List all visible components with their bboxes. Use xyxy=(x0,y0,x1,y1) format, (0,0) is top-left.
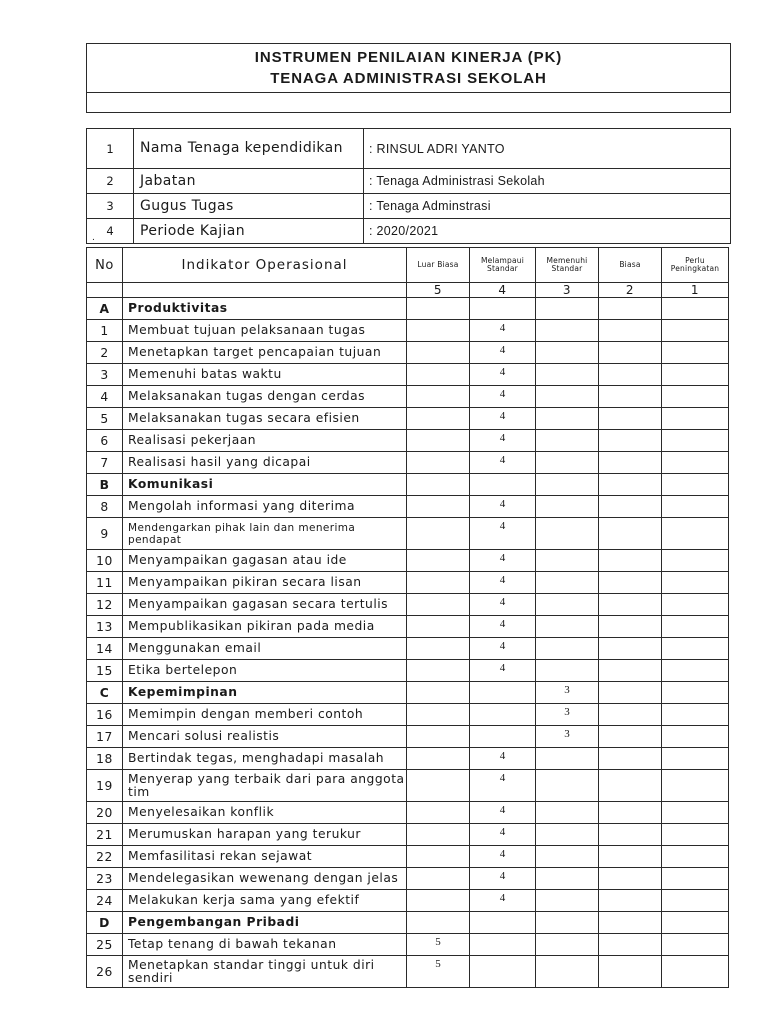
row-number: 15 xyxy=(87,660,123,682)
empty-score-cell xyxy=(470,704,536,726)
score-cell: 4 xyxy=(470,572,536,594)
empty-score-cell xyxy=(662,408,729,430)
empty-score-cell xyxy=(407,890,470,912)
identity-label: Gugus Tugas xyxy=(134,194,364,219)
rating-number: 2 xyxy=(599,283,662,298)
row-number: 10 xyxy=(87,550,123,572)
empty-score-cell xyxy=(536,298,599,320)
empty-score-cell xyxy=(662,572,729,594)
section-title: Pengembangan Pribadi xyxy=(123,912,407,934)
empty-score-cell xyxy=(407,824,470,846)
empty-score-cell xyxy=(407,846,470,868)
row-number: 7 xyxy=(87,452,123,474)
table-row xyxy=(87,846,729,868)
score-cell: 4 xyxy=(470,320,536,342)
empty-score-cell xyxy=(662,518,729,550)
row-number: 8 xyxy=(87,496,123,518)
empty-score-cell xyxy=(407,704,470,726)
section-letter: A xyxy=(87,298,123,320)
empty-score-cell xyxy=(407,726,470,748)
empty-score-cell xyxy=(662,912,729,934)
empty-score-cell xyxy=(599,298,662,320)
empty-score-cell xyxy=(599,452,662,474)
empty-score-cell xyxy=(536,320,599,342)
empty-score-cell xyxy=(470,956,536,988)
empty-score-cell xyxy=(599,518,662,550)
empty-score-cell xyxy=(407,770,470,802)
table-row xyxy=(87,956,729,988)
empty-score-cell xyxy=(662,726,729,748)
empty-score-cell xyxy=(599,868,662,890)
section-row xyxy=(87,298,729,320)
column-header-no: No xyxy=(87,248,123,283)
empty-score-cell xyxy=(662,956,729,988)
empty-score-cell xyxy=(599,320,662,342)
empty-score-cell xyxy=(599,342,662,364)
assessment-table xyxy=(86,247,729,988)
score-cell: 4 xyxy=(470,430,536,452)
indicator-text: Mendelegasikan wewenang dengan jelas xyxy=(123,868,407,890)
section-title: Komunikasi xyxy=(123,474,407,496)
score-cell: 4 xyxy=(470,594,536,616)
score-cell: 4 xyxy=(470,846,536,868)
section-title: Kepemimpinan xyxy=(123,682,407,704)
identity-value: : 2020/2021 xyxy=(364,219,731,244)
row-number: 14 xyxy=(87,638,123,660)
empty-score-cell xyxy=(662,890,729,912)
rating-number: 4 xyxy=(470,283,536,298)
identity-row xyxy=(87,169,731,194)
empty-score-cell xyxy=(536,518,599,550)
table-row xyxy=(87,342,729,364)
indicator-text: Mempublikasikan pikiran pada media xyxy=(123,616,407,638)
empty-score-cell xyxy=(662,660,729,682)
document-title xyxy=(87,44,731,93)
score-cell: 4 xyxy=(470,386,536,408)
row-number: 1 xyxy=(87,320,123,342)
empty-score-cell xyxy=(536,824,599,846)
empty-score-cell xyxy=(407,912,470,934)
empty-score-cell xyxy=(662,496,729,518)
table-row xyxy=(87,748,729,770)
empty-score-cell xyxy=(599,616,662,638)
identity-no: 4 xyxy=(87,219,134,244)
identity-value: : Tenaga Adminstrasi xyxy=(364,194,731,219)
empty-score-cell xyxy=(407,748,470,770)
table-row xyxy=(87,802,729,824)
empty-score-cell xyxy=(599,660,662,682)
score-cell: 4 xyxy=(470,452,536,474)
row-number: 20 xyxy=(87,802,123,824)
empty-score-cell xyxy=(662,342,729,364)
empty-score-cell xyxy=(536,846,599,868)
empty-score-cell xyxy=(662,802,729,824)
rating-number: 5 xyxy=(407,283,470,298)
empty-score-cell xyxy=(536,638,599,660)
row-number: 3 xyxy=(87,364,123,386)
table-row xyxy=(87,726,729,748)
empty-score-cell xyxy=(407,594,470,616)
empty-score-cell xyxy=(599,572,662,594)
score-cell: 4 xyxy=(470,890,536,912)
empty-score-cell xyxy=(536,364,599,386)
empty-score-cell xyxy=(662,616,729,638)
empty-score-cell xyxy=(407,682,470,704)
empty-score-cell xyxy=(662,430,729,452)
empty-score-cell xyxy=(599,386,662,408)
empty-score-cell xyxy=(407,660,470,682)
row-number: 2 xyxy=(87,342,123,364)
score-cell: 4 xyxy=(470,638,536,660)
score-cell: 4 xyxy=(470,824,536,846)
table-row xyxy=(87,496,729,518)
empty-cell xyxy=(87,283,123,298)
empty-score-cell xyxy=(470,298,536,320)
identity-row xyxy=(87,194,731,219)
empty-score-cell xyxy=(407,616,470,638)
empty-score-cell xyxy=(662,824,729,846)
empty-score-cell xyxy=(470,474,536,496)
indicator-text: Melaksanakan tugas dengan cerdas xyxy=(123,386,407,408)
empty-score-cell xyxy=(470,912,536,934)
empty-score-cell xyxy=(599,550,662,572)
empty-score-cell xyxy=(407,802,470,824)
indicator-text: Menyerap yang terbaik dari para anggota tim xyxy=(123,770,407,802)
empty-score-cell xyxy=(407,572,470,594)
empty-score-cell xyxy=(662,682,729,704)
spacer-row xyxy=(87,113,731,129)
indicator-text: Realisasi pekerjaan xyxy=(123,430,407,452)
empty-score-cell xyxy=(407,386,470,408)
row-number: 6 xyxy=(87,430,123,452)
blank-row xyxy=(87,93,731,113)
indicator-text: Menetapkan standar tinggi untuk diri sendiri xyxy=(123,956,407,988)
empty-score-cell xyxy=(470,934,536,956)
empty-score-cell xyxy=(599,824,662,846)
rating-number: 3 xyxy=(536,283,599,298)
empty-score-cell xyxy=(470,726,536,748)
empty-score-cell xyxy=(536,934,599,956)
indicator-text: Menyampaikan gagasan secara tertulis xyxy=(123,594,407,616)
indicator-text: Melakukan kerja sama yang efektif xyxy=(123,890,407,912)
identity-value: : RINSUL ADRI YANTO xyxy=(364,129,731,169)
empty-score-cell xyxy=(536,616,599,638)
table-row xyxy=(87,868,729,890)
score-cell: 4 xyxy=(470,660,536,682)
empty-score-cell xyxy=(407,320,470,342)
empty-score-cell xyxy=(599,408,662,430)
empty-score-cell xyxy=(536,342,599,364)
rating-number: 1 xyxy=(662,283,729,298)
table-row xyxy=(87,572,729,594)
table-row xyxy=(87,704,729,726)
empty-score-cell xyxy=(662,594,729,616)
empty-score-cell xyxy=(599,430,662,452)
table-row xyxy=(87,452,729,474)
empty-score-cell xyxy=(599,770,662,802)
empty-score-cell xyxy=(536,868,599,890)
indicator-text: Memfasilitasi rekan sejawat xyxy=(123,846,407,868)
indicator-text: Menyampaikan gagasan atau ide xyxy=(123,550,407,572)
section-letter: B xyxy=(87,474,123,496)
row-number: 9 xyxy=(87,518,123,550)
identity-row xyxy=(87,129,731,169)
score-cell: 4 xyxy=(470,364,536,386)
table-row xyxy=(87,364,729,386)
empty-cell xyxy=(123,283,407,298)
empty-score-cell xyxy=(407,298,470,320)
empty-score-cell xyxy=(536,386,599,408)
indicator-text: Mengolah informasi yang diterima xyxy=(123,496,407,518)
empty-score-cell xyxy=(599,682,662,704)
indicator-text: Tetap tenang di bawah tekanan xyxy=(123,934,407,956)
section-letter: C xyxy=(87,682,123,704)
empty-score-cell xyxy=(536,956,599,988)
identity-label: Periode Kajian xyxy=(134,219,364,244)
table-row xyxy=(87,770,729,802)
empty-score-cell xyxy=(599,594,662,616)
row-number: 4 xyxy=(87,386,123,408)
empty-score-cell xyxy=(407,496,470,518)
empty-score-cell xyxy=(599,890,662,912)
indicator-text: Menggunakan email xyxy=(123,638,407,660)
indicator-text: Merumuskan harapan yang terukur xyxy=(123,824,407,846)
indicator-text: Membuat tujuan pelaksanaan tugas xyxy=(123,320,407,342)
row-number: 18 xyxy=(87,748,123,770)
row-number: 25 xyxy=(87,934,123,956)
table-row xyxy=(87,660,729,682)
section-letter: D xyxy=(87,912,123,934)
row-number: 16 xyxy=(87,704,123,726)
rating-label: Perlu Peningkatan xyxy=(662,248,729,283)
rating-label: Melampaui Standar xyxy=(470,248,536,283)
empty-score-cell xyxy=(536,802,599,824)
empty-score-cell xyxy=(599,364,662,386)
empty-score-cell xyxy=(599,474,662,496)
empty-score-cell xyxy=(407,474,470,496)
score-cell: 4 xyxy=(470,868,536,890)
empty-score-cell xyxy=(536,912,599,934)
empty-score-cell xyxy=(536,770,599,802)
score-cell: 4 xyxy=(470,518,536,550)
empty-score-cell xyxy=(662,550,729,572)
empty-score-cell xyxy=(662,770,729,802)
empty-score-cell xyxy=(599,956,662,988)
empty-score-cell xyxy=(662,364,729,386)
table-row xyxy=(87,934,729,956)
rating-label: Luar Biasa xyxy=(407,248,470,283)
empty-score-cell xyxy=(536,890,599,912)
empty-score-cell xyxy=(599,934,662,956)
table-row xyxy=(87,430,729,452)
table-row xyxy=(87,408,729,430)
empty-score-cell xyxy=(662,386,729,408)
identity-table xyxy=(86,43,731,244)
empty-score-cell xyxy=(536,452,599,474)
empty-score-cell xyxy=(407,452,470,474)
identity-row xyxy=(87,219,731,244)
table-row xyxy=(87,386,729,408)
empty-score-cell xyxy=(599,704,662,726)
empty-score-cell xyxy=(599,748,662,770)
indicator-text: Realisasi hasil yang dicapai xyxy=(123,452,407,474)
score-cell: 4 xyxy=(470,550,536,572)
empty-score-cell xyxy=(407,364,470,386)
empty-score-cell xyxy=(599,802,662,824)
empty-score-cell xyxy=(662,320,729,342)
title-line-1: INSTRUMEN PENILAIAN KINERJA (PK) xyxy=(254,49,563,66)
table-row xyxy=(87,594,729,616)
title-line-2: TENAGA ADMINISTRASI SEKOLAH xyxy=(270,70,547,87)
section-row xyxy=(87,682,729,704)
empty-score-cell xyxy=(599,638,662,660)
score-cell: 4 xyxy=(470,770,536,802)
table-row xyxy=(87,638,729,660)
empty-score-cell xyxy=(599,726,662,748)
table-header-row xyxy=(87,248,729,283)
section-row xyxy=(87,474,729,496)
score-cell: 3 xyxy=(536,726,599,748)
table-row xyxy=(87,518,729,550)
empty-score-cell xyxy=(407,638,470,660)
section-title: Produktivitas xyxy=(123,298,407,320)
identity-label: Nama Tenaga kependidikan xyxy=(134,129,364,169)
empty-score-cell xyxy=(407,518,470,550)
score-cell: 4 xyxy=(470,748,536,770)
empty-score-cell xyxy=(407,408,470,430)
row-number: 23 xyxy=(87,868,123,890)
row-number: 19 xyxy=(87,770,123,802)
score-cell: 4 xyxy=(470,496,536,518)
table-row xyxy=(87,550,729,572)
score-cell: 3 xyxy=(536,704,599,726)
indicator-text: Bertindak tegas, menghadapi masalah xyxy=(123,748,407,770)
row-number: 24 xyxy=(87,890,123,912)
empty-score-cell xyxy=(662,846,729,868)
row-number: 17 xyxy=(87,726,123,748)
empty-score-cell xyxy=(599,496,662,518)
column-header-indicator: Indikator Operasional xyxy=(123,248,407,283)
score-cell: 4 xyxy=(470,802,536,824)
empty-score-cell xyxy=(536,550,599,572)
rating-label: Biasa xyxy=(599,248,662,283)
rating-label: Memenuhi Standar xyxy=(536,248,599,283)
empty-score-cell xyxy=(536,748,599,770)
empty-score-cell xyxy=(662,638,729,660)
identity-no: 2 xyxy=(87,169,134,194)
score-cell: 4 xyxy=(470,616,536,638)
row-number: 26 xyxy=(87,956,123,988)
empty-score-cell xyxy=(407,550,470,572)
identity-no: 3 xyxy=(87,194,134,219)
score-cell: 5 xyxy=(407,956,470,988)
section-row xyxy=(87,912,729,934)
empty-score-cell xyxy=(407,342,470,364)
empty-score-cell xyxy=(662,452,729,474)
dot-mark: . xyxy=(92,233,95,243)
indicator-text: Memenuhi batas waktu xyxy=(123,364,407,386)
row-number: 13 xyxy=(87,616,123,638)
empty-score-cell xyxy=(599,912,662,934)
empty-score-cell xyxy=(407,430,470,452)
table-row xyxy=(87,320,729,342)
indicator-text: Etika bertelepon xyxy=(123,660,407,682)
empty-score-cell xyxy=(536,408,599,430)
empty-score-cell xyxy=(536,496,599,518)
identity-value: : Tenaga Administrasi Sekolah xyxy=(364,169,731,194)
empty-score-cell xyxy=(662,298,729,320)
empty-score-cell xyxy=(536,660,599,682)
indicator-text: Menetapkan target pencapaian tujuan xyxy=(123,342,407,364)
score-cell: 3 xyxy=(536,682,599,704)
row-number: 5 xyxy=(87,408,123,430)
empty-score-cell xyxy=(662,868,729,890)
score-cell: 4 xyxy=(470,342,536,364)
score-cell: 4 xyxy=(470,408,536,430)
indicator-text: Menyelesaikan konflik xyxy=(123,802,407,824)
table-row xyxy=(87,616,729,638)
indicator-text: Melaksanakan tugas secara efisien xyxy=(123,408,407,430)
indicator-text: Mendengarkan pihak lain dan menerima pendapat xyxy=(123,518,407,550)
empty-score-cell xyxy=(407,868,470,890)
row-number: 11 xyxy=(87,572,123,594)
score-cell: 5 xyxy=(407,934,470,956)
empty-score-cell xyxy=(536,594,599,616)
rating-number-row xyxy=(87,283,729,298)
indicator-text: Memimpin dengan memberi contoh xyxy=(123,704,407,726)
table-row xyxy=(87,824,729,846)
empty-score-cell xyxy=(599,846,662,868)
table-row xyxy=(87,890,729,912)
identity-no: 1 xyxy=(87,129,134,169)
row-number: 21 xyxy=(87,824,123,846)
identity-label: Jabatan xyxy=(134,169,364,194)
empty-score-cell xyxy=(662,474,729,496)
empty-score-cell xyxy=(662,704,729,726)
empty-score-cell xyxy=(536,430,599,452)
empty-score-cell xyxy=(536,572,599,594)
row-number: 22 xyxy=(87,846,123,868)
empty-score-cell xyxy=(536,474,599,496)
empty-score-cell xyxy=(662,934,729,956)
indicator-text: Mencari solusi realistis xyxy=(123,726,407,748)
empty-score-cell xyxy=(470,682,536,704)
empty-score-cell xyxy=(662,748,729,770)
row-number: 12 xyxy=(87,594,123,616)
indicator-text: Menyampaikan pikiran secara lisan xyxy=(123,572,407,594)
